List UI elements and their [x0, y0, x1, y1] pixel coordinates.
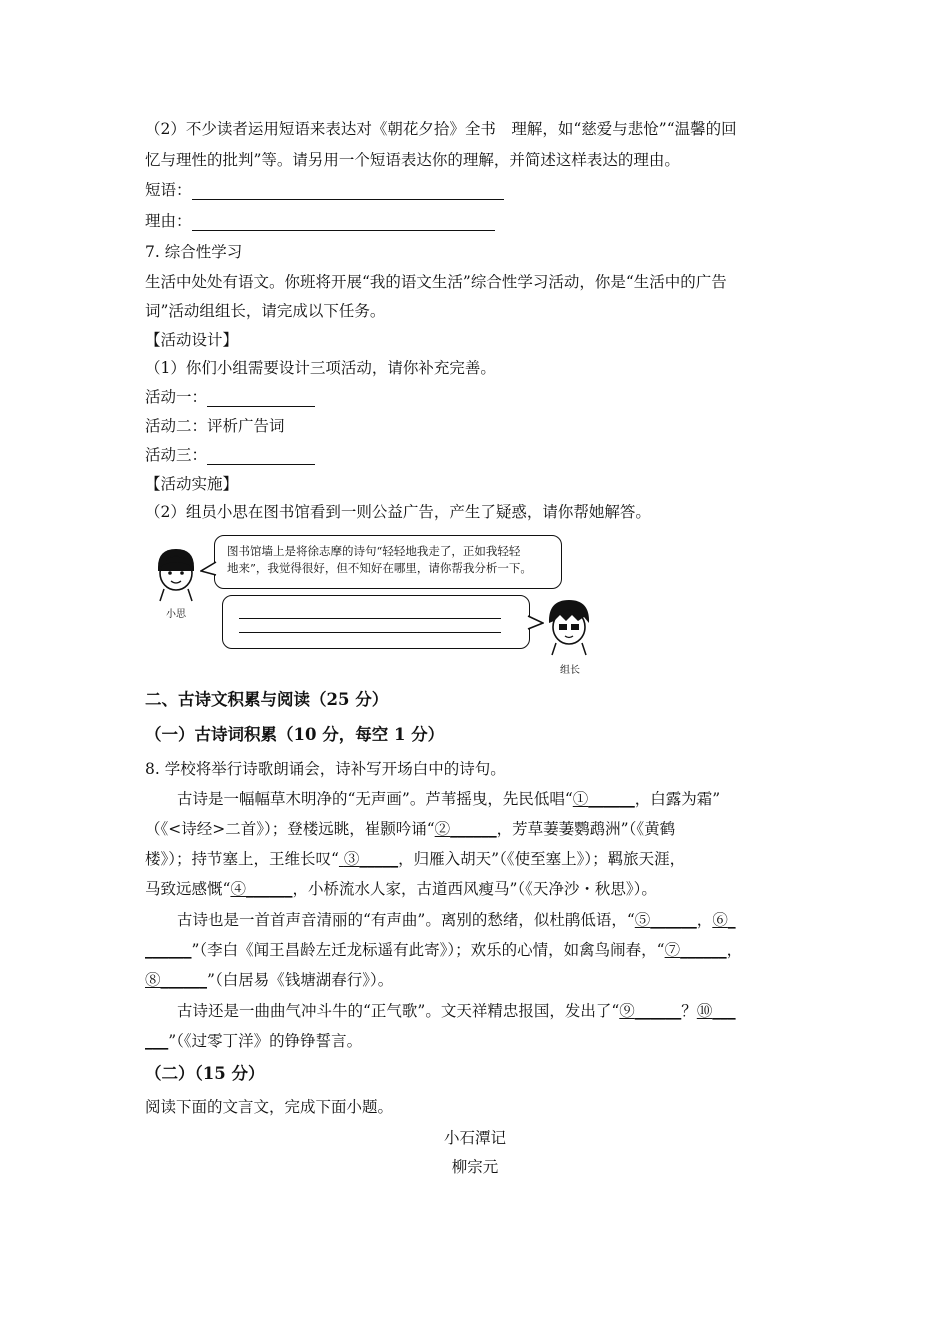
poem-para1-line2: （《<诗经>二首》）；登楼远眺，崔颢吟诵“②______，芳草萋萋鹦鹉洲”（《黄鹤 [145, 820, 676, 838]
activity1-blank[interactable] [207, 390, 315, 407]
q7-intro-line1: 生活中处处有语文。你班将开展“我的语文生活”综合性学习活动，你是“生活中的广告 [145, 273, 727, 291]
blank-10[interactable]: ⑩___ [696, 1002, 736, 1020]
bubble-line-1: 图书馆墙上是将徐志摩的诗句“轻轻地我走了，正如我轻轻 [227, 544, 521, 558]
subsection2-title: （二）（15 分） [145, 1064, 265, 1083]
caption-group-leader: 组长 [560, 665, 580, 676]
bubble-tail-right-icon [526, 615, 544, 631]
activity3-blank[interactable] [207, 448, 315, 465]
section2-title: 二、古诗文积累与阅读（25 分） [145, 690, 389, 709]
bubble-line-2: 地来”，我觉得很好，但不知好在哪里，请你帮我分析一下。 [227, 561, 532, 575]
phrase-answer-blank[interactable] [192, 183, 504, 200]
activity1-row [145, 387, 315, 407]
blank-2[interactable]: ②______ [434, 820, 497, 838]
reason-answer-blank[interactable] [192, 214, 495, 231]
activity-design-header: 【活动设计】 [145, 331, 239, 349]
blank-3[interactable]: ③_____ [343, 850, 399, 868]
q7-intro-line2: 词”活动组组长，请完成以下任务。 [145, 302, 386, 320]
phrase-answer-row [145, 180, 504, 200]
answer-speech-bubble [222, 595, 530, 649]
activity3-row [145, 445, 315, 465]
activity2-label: 活动二：评析广告词 [145, 417, 285, 435]
poem-para2-line1: 古诗也是一首首声音清丽的“有声曲”。离别的愁绪，似杜鹃低语，“⑤______，⑥_ [177, 911, 736, 929]
blank-8[interactable]: ⑧______ [145, 971, 208, 989]
group-leader-avatar-icon [544, 597, 594, 657]
blank-5[interactable]: ⑤______ [634, 911, 697, 929]
blank-1[interactable]: ①______ [572, 790, 635, 808]
bubble-tail-left-icon [200, 561, 218, 577]
poem-para1-line1: 古诗是一幅幅草木明净的“无声画”。芦苇摇曳，先民低唱“①______，白露为霜” [177, 790, 721, 808]
phrase-label: 短语： [145, 181, 192, 199]
activity-implement-question: （2）组员小思在图书馆看到一则公益广告，产生了疑惑，请你帮她解答。 [145, 503, 651, 521]
essay-title: 小石潭记 [443, 1129, 506, 1147]
essay-author: 柳宗元 [451, 1158, 499, 1176]
activity-implement-header: 【活动实施】 [145, 475, 239, 493]
dialog-figure [150, 535, 600, 675]
poem-para2-line2: ______”（李白《闻王昌龄左迁龙标遥有此寄》）；欢乐的心情，如禽鸟闹春，“⑦______， [145, 941, 743, 959]
poem-para2-line3: ⑧______”（白居易《钱塘湖春行》）。 [145, 971, 394, 989]
answer-line-1[interactable] [239, 618, 501, 619]
blank-10-cont[interactable]: ___ [145, 1032, 169, 1050]
blank-9[interactable]: ⑨______ [619, 1002, 682, 1020]
q8-prompt: 8. 学校将举行诗歌朗诵会，诗补写开场白中的诗句。 [145, 760, 506, 778]
poem-para1-line3: 楼》）；持节塞上，王维长叹“ ③_____，归雁入胡天”（《使至塞上》）；羁旅天涯， [145, 850, 686, 868]
blank-6[interactable]: ⑥_ [712, 911, 736, 929]
reason-label: 理由： [145, 212, 192, 230]
reading-instruction: 阅读下面的文言文，完成下面小题。 [145, 1098, 394, 1116]
question-speech-bubble [214, 535, 562, 589]
q7-title: 7. 综合性学习 [145, 243, 243, 261]
q6-2-line1: （2）不少读者运用短语来表达对《朝花夕拾》全书 理解，如“慈爱与悲怆”“温馨的回 [145, 120, 737, 138]
activity1-label: 活动一： [145, 388, 208, 406]
blank-4[interactable]: ④______ [230, 880, 293, 898]
reason-answer-row [145, 211, 495, 231]
poem-para3-line1: 古诗还是一曲曲气冲斗牛的“正气歌”。文天祥精忠报国，发出了“⑨______？⑩___ [177, 1002, 736, 1020]
caption-xiaosi: 小思 [166, 609, 186, 620]
answer-line-2[interactable] [239, 632, 501, 633]
subsection1-title: （一）古诗词积累（10 分，每空 1 分） [145, 725, 445, 744]
student-avatar-icon [152, 545, 200, 603]
poem-para1-line4: 马致远感慨“④______，小桥流水人家，古道西风瘦马”（《天净沙・秋思》）。 [145, 880, 657, 898]
blank-7[interactable]: ⑦______ [664, 941, 727, 959]
poem-para3-line2: ___”（《过零丁洋》的铮铮誓言。 [145, 1032, 363, 1050]
activity-design-question: （1）你们小组需要设计三项活动，请你补充完善。 [145, 359, 496, 377]
q6-2-line2: 忆与理性的批判”等。请另用一个短语表达你的理解，并简述这样表达的理由。 [145, 151, 680, 169]
activity3-label: 活动三： [145, 446, 208, 464]
blank-6-cont[interactable]: ______ [145, 941, 192, 959]
